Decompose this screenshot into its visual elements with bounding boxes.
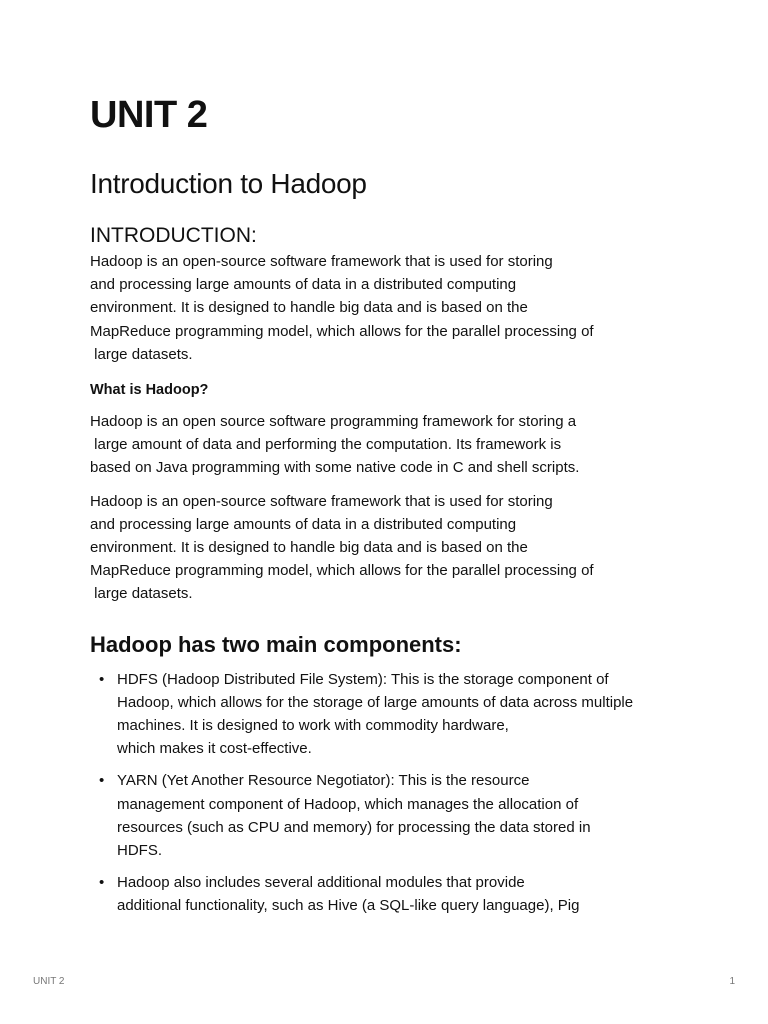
components-heading: Hadoop has two main components:: [90, 631, 462, 657]
paragraph-line: environment. It is designed to handle big data and is based on the: [90, 299, 528, 317]
page-title: Introduction to Hadoop: [90, 168, 367, 199]
list-item-line: Hadoop also includes several additional modules that provide: [117, 874, 525, 892]
paragraph-line: large datasets.: [90, 585, 193, 603]
list-item: [90, 769, 690, 862]
introduction-paragraph: [90, 250, 690, 366]
list-item: [90, 871, 690, 917]
repeat-paragraph: [90, 490, 690, 606]
list-item-line: machines. It is designed to work with commodity hardware,: [117, 717, 509, 735]
list-item-line: resources (such as CPU and memory) for processing the data stored in: [117, 818, 591, 836]
paragraph-line: MapReduce programming model, which allows for the parallel processing of: [90, 322, 594, 340]
what-is-hadoop-paragraph: [90, 410, 690, 480]
bullet-icon: •: [99, 772, 105, 790]
footer-label: UNIT 2: [33, 976, 65, 987]
components-list: [90, 668, 690, 918]
paragraph-line: environment. It is designed to handle big data and is based on the: [90, 539, 528, 557]
paragraph-line: and processing large amounts of data in a distributed computing: [90, 515, 517, 533]
unit-title: UNIT 2: [90, 94, 208, 136]
paragraph-line: based on Java programming with some native code in C and shell scripts.: [90, 459, 580, 477]
list-item-line: which makes it cost-effective.: [117, 740, 312, 758]
paragraph-line: and processing large amounts of data in a distributed computing: [90, 276, 517, 294]
document-content: [90, 92, 690, 927]
list-item-line: YARN (Yet Another Resource Negotiator): This is the resource: [117, 772, 530, 790]
what-is-hadoop-heading: What is Hadoop?: [90, 382, 209, 399]
paragraph-line: Hadoop is an open source software programming framework for storing a: [90, 413, 577, 431]
list-item: [90, 668, 690, 761]
paragraph-line: Hadoop is an open-source software framework that is used for storing: [90, 253, 553, 270]
bullet-icon: •: [99, 874, 105, 892]
list-item-line: HDFS (Hadoop Distributed File System): This is the storage component of: [117, 670, 609, 688]
list-item-line: Hadoop, which allows for the storage of large amounts of data across multiple: [117, 693, 634, 711]
page-number: 1: [729, 976, 735, 987]
introduction-heading: INTRODUCTION:: [90, 224, 257, 247]
paragraph-line: MapReduce programming model, which allows for the parallel processing of: [90, 562, 594, 580]
list-item-line: HDFS.: [117, 842, 162, 860]
bullet-icon: •: [99, 670, 105, 688]
list-item-line: additional functionality, such as Hive (a SQL-like query language), Pig: [117, 897, 580, 915]
paragraph-line: large amount of data and performing the computation. Its framework is: [90, 436, 562, 454]
paragraph-line: Hadoop is an open-source software framework that is used for storing: [90, 492, 553, 510]
paragraph-line: large datasets.: [90, 345, 193, 363]
list-item-line: management component of Hadoop, which manages the allocation of: [117, 795, 579, 813]
